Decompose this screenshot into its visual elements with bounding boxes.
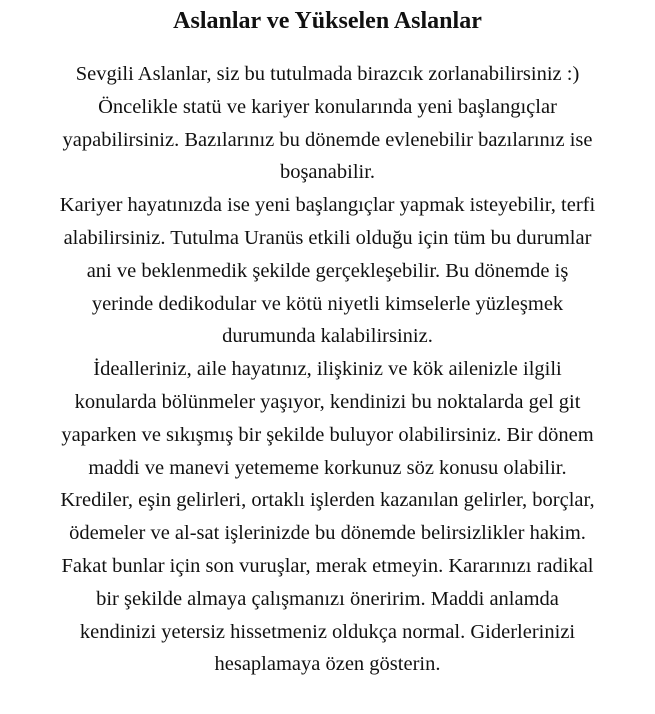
body-line: durumunda kalabilirsiniz.: [222, 325, 433, 348]
body-line: konularda bölünmeler yaşıyor, kendinizi bu noktalarda gel git: [74, 390, 581, 413]
body-line: Krediler, eşin gelirleri, ortaklı işlerden kazanılan gelirler, borçlar,: [60, 489, 595, 512]
body-line: boşanabilir.: [279, 161, 376, 184]
body-line: yapabilirsiniz. Bazılarınız bu dönemde evlenebilir bazılarınız ise: [62, 128, 593, 151]
body-line: Fakat bunlar için son vuruşlar, merak etmeyin. Kararınızı radikal: [61, 554, 594, 577]
body-line: alabilirsiniz. Tutulma Uranüs etkili olduğu için tüm bu durumlar: [63, 226, 592, 249]
body-line: Kariyer hayatınızda ise yeni başlangıçlar yapmak isteyebilir, terfi: [59, 194, 596, 217]
body-line: yerinde dedikodular ve kötü niyetli kimselerle yüzleşmek: [91, 292, 564, 315]
body-line: hesaplamaya özen gösterin.: [214, 653, 441, 676]
body-line: Öncelikle statü ve kariyer konularında yeni başlangıçlar: [98, 95, 557, 118]
body-line: ödemeler ve al-sat işlerinizde bu dönemde belirsizlikler hakim.: [69, 522, 586, 545]
article-body: [6, 58, 649, 681]
body-line: Sevgili Aslanlar, siz bu tutulmada birazcık zorlanabilirsiniz :): [75, 63, 580, 85]
body-line: İdealleriniz, aile hayatınız, ilişkiniz ve kök ailenizle ilgili: [93, 358, 562, 381]
body-line: yaparken ve sıkışmış bir şekilde buluyor olabilirsiniz. Bir dönem: [61, 423, 594, 446]
body-line: maddi ve manevi yetememe korkunuz söz konusu olabilir.: [88, 456, 567, 479]
body-line: kendinizi yetersiz hissetmeniz oldukça normal. Giderlerinizi: [79, 620, 576, 643]
body-line: bir şekilde almaya çalışmanızı öneririm. Maddi anlamda: [96, 587, 559, 610]
article-title: Aslanlar ve Yükselen Aslanlar: [173, 8, 482, 34]
body-line: ani ve beklenmedik şekilde gerçekleşebilir. Bu dönemde iş: [86, 259, 569, 282]
